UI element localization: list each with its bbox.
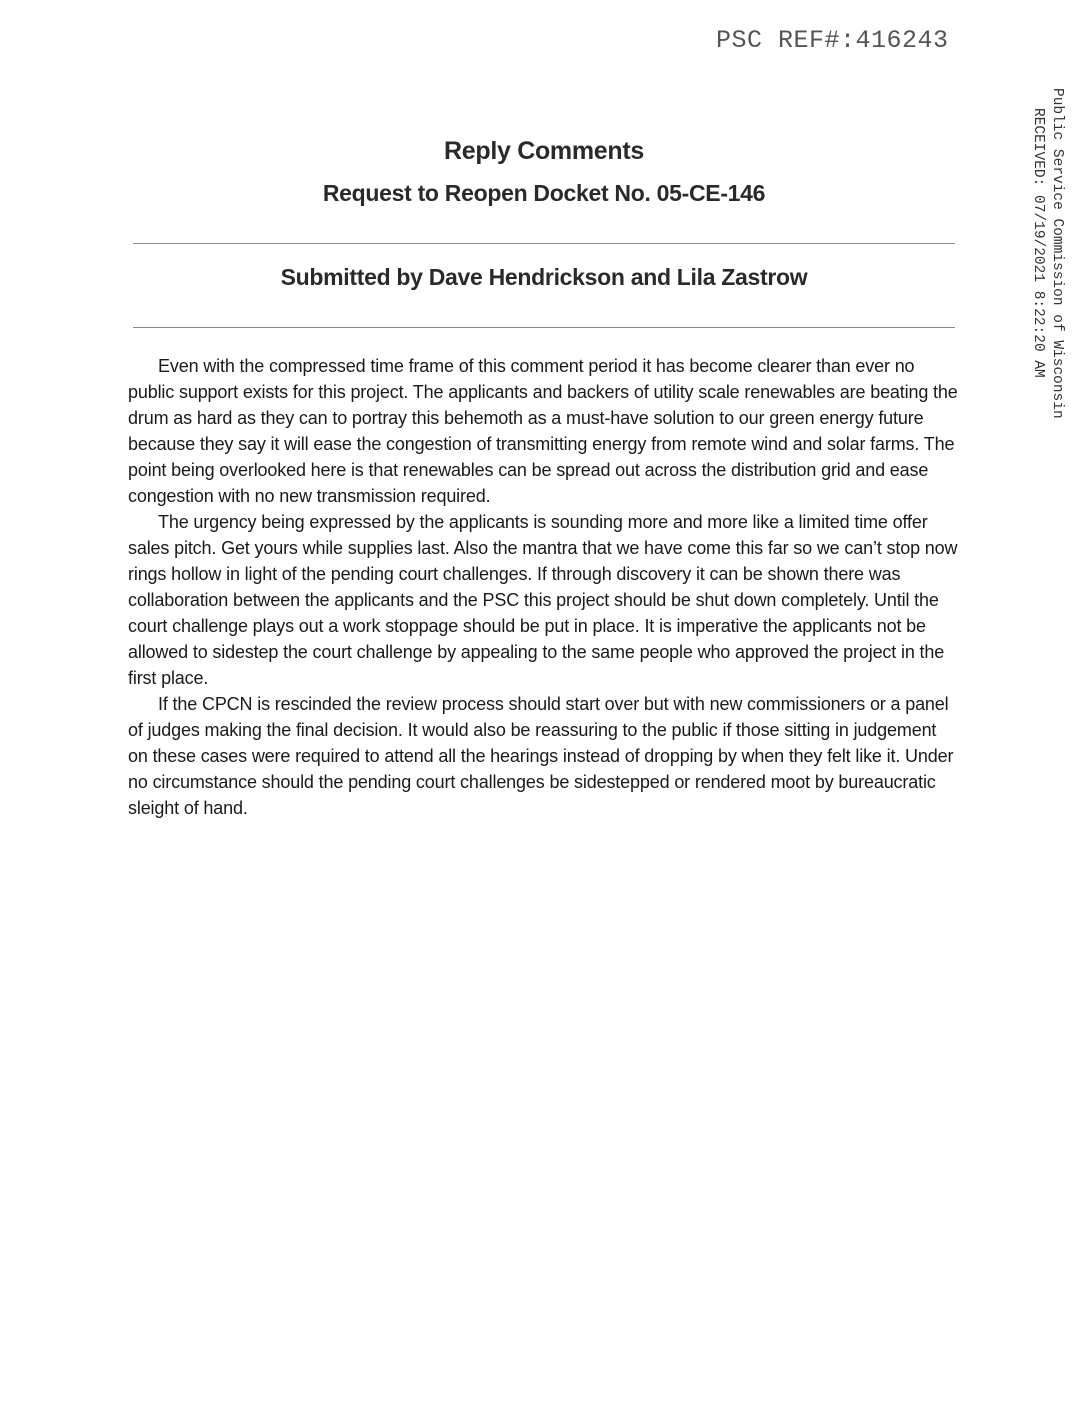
document-title: Reply Comments (443, 137, 644, 165)
document-subtitle: Request to Reopen Docket No. 05-CE-146 (322, 180, 766, 206)
submitted-by: Submitted by Dave Hendrickson and Lila Zastrow (280, 264, 808, 290)
body-paragraph: The urgency being expressed by the applicants is sounding more and more like a limited time offer sales pitch. Get yours while supplies last. Also the mantra that we have come this far so we can’t stop now rings hollow in light of the pending court challenges. If through discovery it can be shown there was collaboration between the applicants and the PSC this project should be shut down completely. Until the court challenge plays out a work stoppage should be put in place. It is imperative the applicants not be allowed to sidestep the court challenge by appealing to the same people who approved the project in the first place. (128, 512, 958, 688)
stamp-agency: Public Service Commission of Wisconsin (1049, 88, 1065, 419)
divider-top (133, 243, 955, 244)
stamp-received-date: RECEIVED: 07/19/2021 8:22:20 AM (1030, 108, 1046, 378)
document-body (128, 353, 958, 821)
psc-reference-number: PSC REF#:416243 (716, 26, 949, 55)
body-paragraph: If the CPCN is rescinded the review process should start over but with new commissioners or a panel of judges making the final decision. It would also be reassuring to the public if those sitting in judgement on these cases were required to attend all the hearings instead of dropping by when they felt like it. Under no circumstance should the pending court challenges be sidestepped or rendered moot by bureaucratic sleight of hand. (128, 694, 954, 818)
divider-bottom (133, 327, 955, 328)
body-paragraph: Even with the compressed time frame of this comment period it has become clearer than ever no public support exists for this project. The applicants and backers of utility scale renewables are beating the drum as hard as they can to portray this behemoth as a must-have solution to our green energy future because they say it will ease the congestion of transmitting energy from remote wind and solar farms. The point being overlooked here is that renewables can be spread out across the distribution grid and ease congestion with no new transmission required. (128, 356, 958, 506)
